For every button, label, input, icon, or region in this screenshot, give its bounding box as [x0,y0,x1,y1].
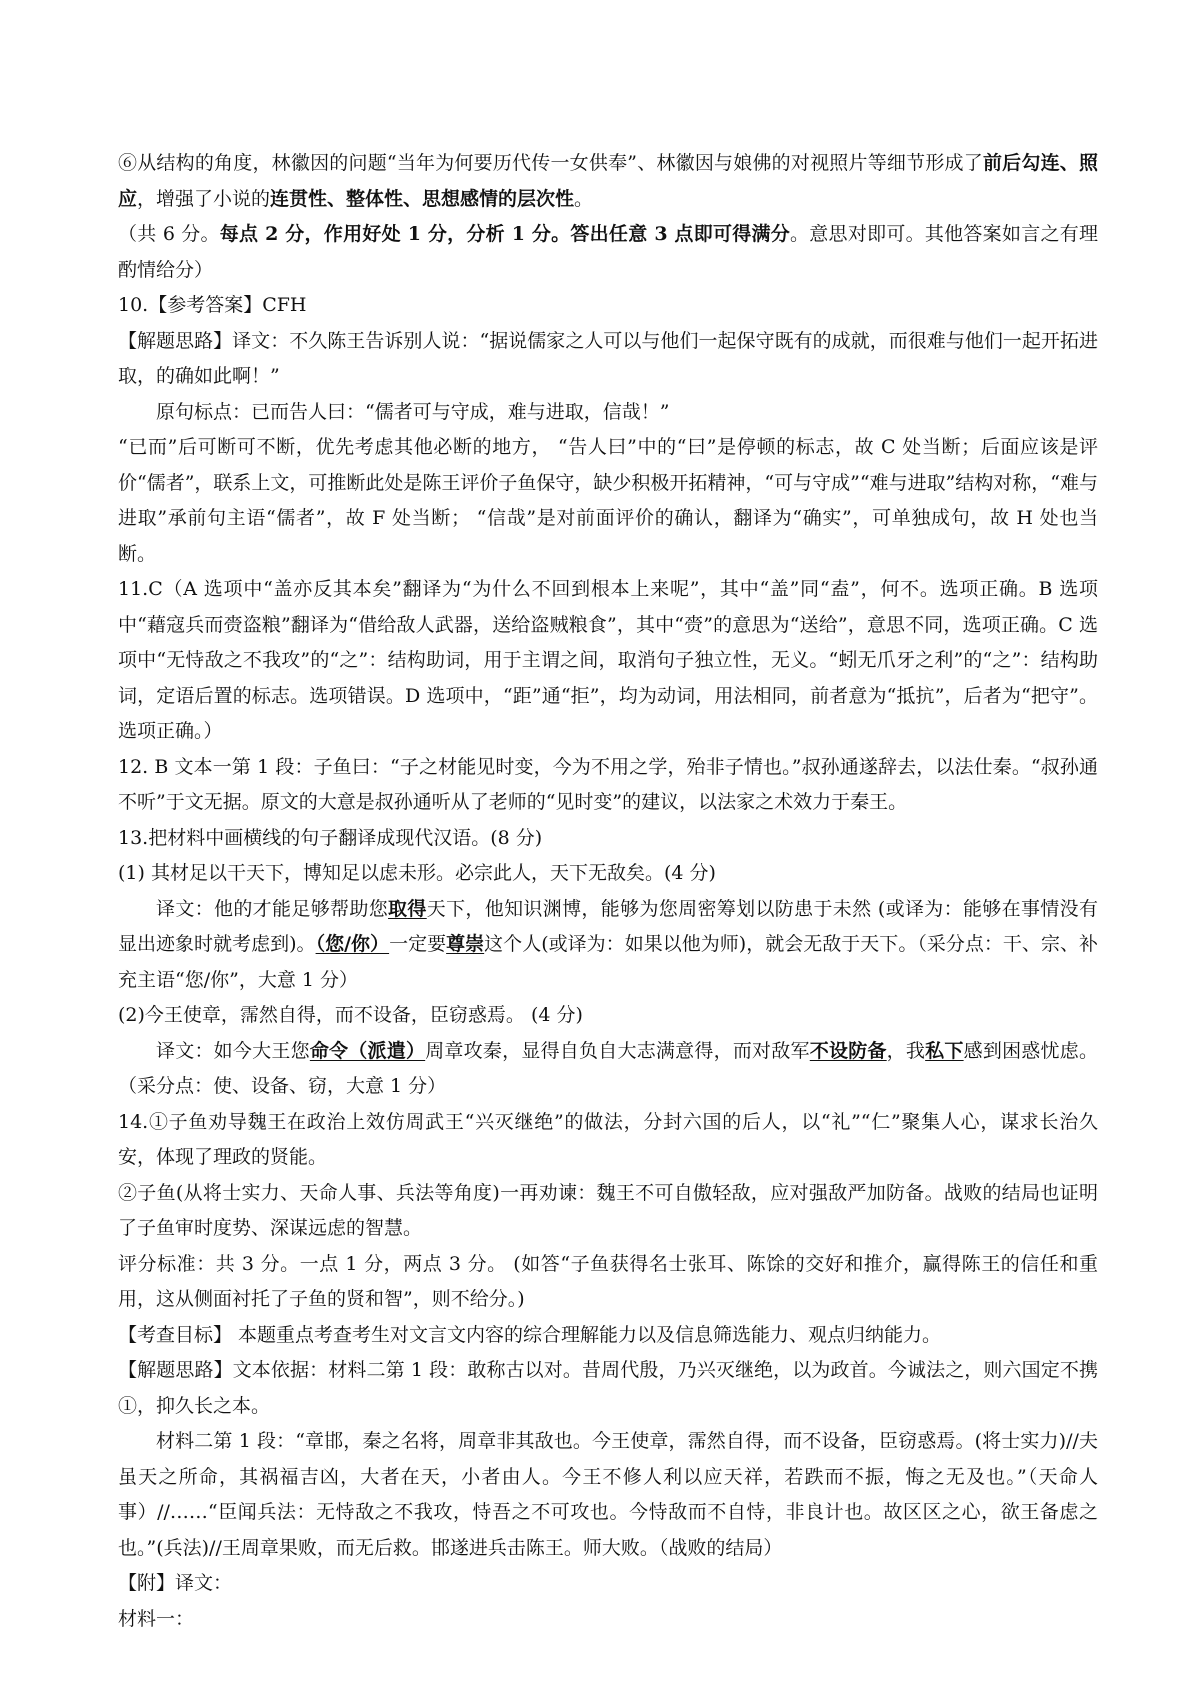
answer-14-point-1: 14.①子鱼劝导魏王在政治上效仿周武王“兴灭继绝”的做法，分封六国的后人，以“礼”“仁”聚集人心，谋求长治久安，体现了理政的贤能。 [118,1110,1098,1168]
answer-11: 11.C（A 选项中“盖亦反其本矣”翻译为“为什么不回到根本上来呢”，其中“盖”同“盍”，何不。选项正确。B 选项中“藉寇兵而赍盗粮”翻译为“借给敌人武器，送给盗贼粮食”，其中“赍”的意思为“送给”，意思不同，选项正确。C 选项中“无恃敌之不我攻”的“之”：结构助词，用于主谓之间，取消句子独立性，无义。“蚓无爪牙之利”的“之”：结构助词，定语后置的标志。选项错误。D 选项中，“距”通“拒”，均为动词，用法相同，前者意为“抵抗”，后者为“把守”。选项正确。） [118,578,1098,742]
text: ，增强了小说的 [137,187,271,210]
appendix-heading: 【附】译文： [118,1572,233,1594]
paragraph-structure-point [118,146,1098,217]
material-one-label: 材料一： [118,1607,195,1630]
bold-text: 连贯性、整体性、思想感情的层次性 [270,187,575,210]
punctuation-analysis: “已而”后可断可不断，优先考虑其他必断的地方， “告人曰”中的“曰”是停顿的标志，故 C 处当断；后面应该是评价“儒者”，联系上文，可推断此处是陈王评价子鱼保守，缺少积极开拓精神，“可与守成”“难与进取”结构对称，“难与进取”承前句主语“儒者”，故 F 处当断； “信哉”是对前面评价的确认，翻译为“确实”，可单独成句，故 H 处也当断。 [118,436,1098,565]
text: 译文：如今大王您 [156,1039,310,1062]
text: 。 [574,187,594,210]
text: 感到困惑忧虑。（采分点：使、设备、窃，大意 1 分） [118,1039,1098,1097]
translation-2 [118,1034,1098,1105]
text: 译文：他的才能足够帮助您 [156,897,389,920]
question-13-part-1: (1) 其材足以干天下，博知足以虑未形。必宗此人，天下无敌矣。(4 分) [118,862,716,884]
key-word: 命令（派遣） [309,1039,426,1062]
bold-text: 前后勾连、照应 [118,152,1098,210]
question-13-part-2: (2)今王使章，霈然自得，而不设备，臣窃惑焉。 (4 分) [118,1004,583,1026]
bold-text: 每点 2 分，作用好处 1 分，分析 1 分。答出任意 3 点即可得满分 [219,223,791,245]
answer-10: 10.【参考答案】CFH [118,294,307,316]
text: ⑥从结构的角度，林徽因的问题“当年为何要历代传一女供奉”、林徽因与娘佛的对视照片等细节形成了 [118,152,983,174]
key-word: 尊崇 [446,933,485,955]
question-13: 13.把材料中画横线的句子翻译成现代汉语。(8 分) [118,826,543,849]
answer-12: 12. B 文本一第 1 段：子鱼曰：“子之材能见时变，今为不用之学，殆非子情也。”叔孙通遂辞去，以法仕秦。“叔孙通不听”于文无据。原文的大意是叔孙通听从了老师的“见时变”的建议，以法家之术效力于秦王。 [118,755,1098,813]
answer-14-point-2: ②子鱼(从将士实力、天命人事、兵法等角度)一再劝谏：魏王不可自傲轻敌，应对强敌严加防备。战败的结局也证明了子鱼审时度势、深谋远虑的智慧。 [118,1181,1098,1239]
exam-objective: 【考查目标】 本题重点考查考生对文言文内容的综合理解能力以及信息筛选能力、观点归纳能力。 [118,1323,942,1346]
text: 。意思对即可。其他答案如言之有理酌情给分） [118,223,1098,281]
key-word: 私下 [925,1039,964,1062]
text: ，我 [886,1039,926,1062]
text: 一定要 [389,933,447,955]
translation-1 [118,892,1098,999]
text: 天下，他知识渊博，能够为您周密筹划以防患于未然 (或译为：能够在事情没有显出迹象时就考虑到)。 [118,897,1098,955]
scoring-standard: 评分标准：共 3 分。一点 1 分，两点 3 分。 (如答“子鱼获得名士张耳、陈馀的交好和推介，赢得陈王的信任和重用，这从侧面衬托了子鱼的贤和智”，则不给分。) [118,1252,1098,1310]
scoring-note [118,217,1098,288]
original-punctuation: 原句标点：已而告人曰：“儒者可与守成，难与进取，信哉！” [156,400,670,423]
key-word: 取得 [388,897,427,920]
solution-idea-10: 【解题思路】译文：不久陈王告诉别人说：“据说儒家之人可以与他们一起保守既有的成就，而很难与他们一起开拓进取，的确如此啊！” [118,329,1098,387]
key-word: 不设防备 [809,1039,887,1062]
text-evidence: 材料二第 1 段：“章邯，秦之名将，周章非其敌也。今王使章，霈然自得，而不设备，臣窃惑焉。(将士实力)//夫虽天之所命，其祸福吉凶，大者在天，小者由人。今王不修人利以应天祥，若跌而不振，悔之无及也。”（天命人事）//……“臣闻兵法：无恃敌之不我攻，恃吾之不可攻也。今恃敌而不自恃，非良计也。故区区之心，欲王备虑之也。”(兵法)//王周章果败，而无后救。邯遂进兵击陈王。师大败。（战败的结局） [118,1430,1098,1559]
key-word: （您/你） [315,933,390,955]
text: （共 6 分。 [118,223,220,245]
text: 周章攻秦，显得自负自大志满意得，而对敌军 [425,1039,810,1062]
text: 这个人(或译为：如果以他为师)，就会无敌于天下。（采分点：干、宗、补充主语“您/你”，大意 1 分） [118,933,1098,991]
answer-document [118,146,1098,1637]
solution-idea-14: 【解题思路】文本依据：材料二第 1 段：敢称古以对。昔周代殷，乃兴灭继绝，以为政首。今诚法之，则六国定不携①，抑久长之本。 [118,1359,1098,1417]
